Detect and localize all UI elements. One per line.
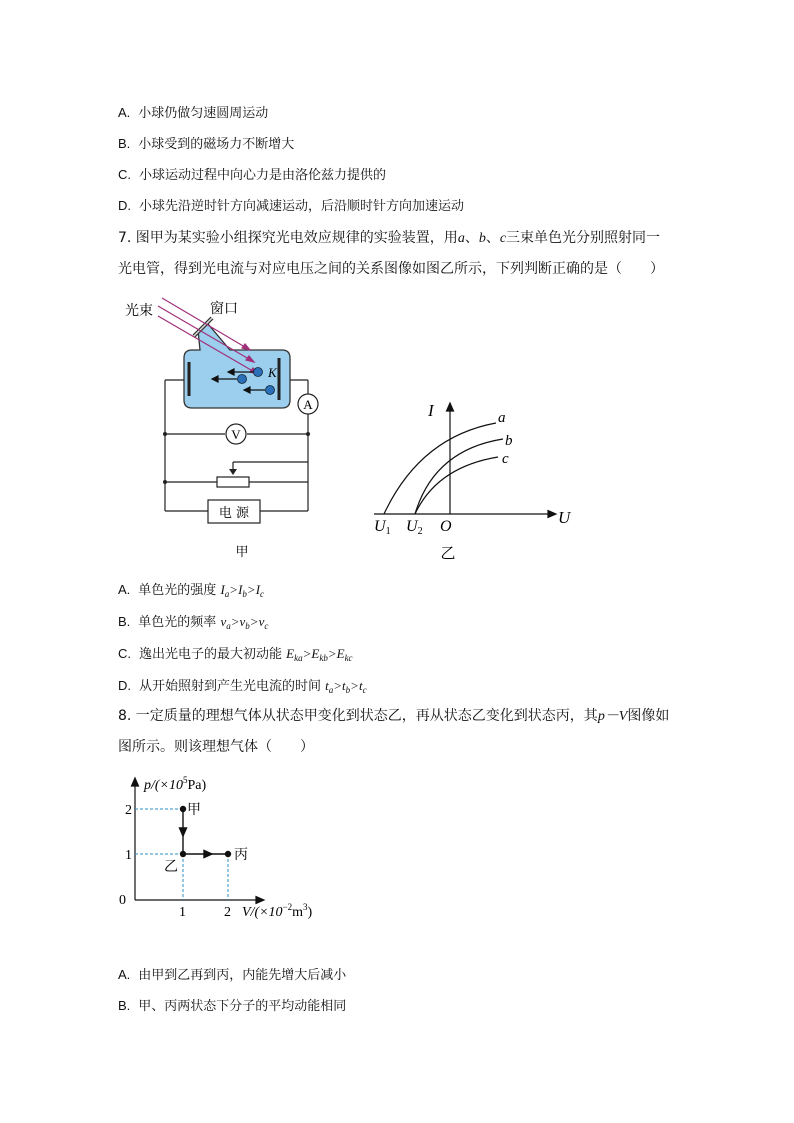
state-bing-label: 丙 <box>234 847 248 863</box>
q8-stem-text: 8. 一定质量的理想气体从状态甲变化到状态乙，再从状态乙变化到状态丙，其 <box>118 708 598 724</box>
q6-option-a <box>118 103 268 124</box>
q8-stem-text: 图像如 <box>627 708 670 724</box>
q7-stem-text: 7. 图甲为某实验小组探究光电效应规律的实验装置，用 <box>118 230 458 246</box>
state-yi-label: 乙 <box>164 859 178 875</box>
q7-stem-line2 <box>118 259 664 279</box>
option-text: 小球运动过程中向心力是由洛伦兹力提供的 <box>139 168 387 183</box>
origin-label: O <box>440 518 452 535</box>
q7-option-a <box>118 580 264 604</box>
option-label: B. <box>118 998 131 1013</box>
q8-option-b <box>118 996 346 1017</box>
y-tick: 2 <box>125 803 132 818</box>
x-tick: 1 <box>179 905 186 920</box>
curve-b-label: b <box>505 433 513 449</box>
q8-stem-line2 <box>118 737 314 757</box>
window-label: 窗口 <box>210 301 238 317</box>
figure-jia-apparatus <box>118 292 338 564</box>
expr: $E_{ka}>E_{kb}>E_{kc}$ <box>286 646 353 663</box>
rheostat <box>217 477 249 487</box>
symbol-b: b <box>478 231 486 246</box>
curve-a-label: a <box>498 410 506 426</box>
option-text: 由甲到乙再到丙，内能先增大后减小 <box>138 968 347 983</box>
axis-i-label: I <box>428 401 434 420</box>
option-label: A. <box>118 582 131 597</box>
pv-symbol: p－V <box>597 709 628 724</box>
q7-stem-text: 光电管，得到光电流与对应电压之间的关系图像如图乙所示，下列判断正确的是（ ） <box>118 261 664 277</box>
option-text: 逸出光电子的最大初动能 <box>139 647 287 662</box>
separator: 、 <box>464 230 479 246</box>
option-text: 甲、丙两状态下分子的平均动能相同 <box>138 999 347 1014</box>
beam-label: 光束 <box>125 303 153 319</box>
voltmeter-label: V <box>231 427 241 442</box>
expr: $I_a>I_b>I_c$ <box>220 582 265 599</box>
axis-u-label: U <box>558 508 571 527</box>
option-text: 从开始照射到产生光电流的时间 <box>139 679 326 694</box>
option-label: B. <box>118 136 131 151</box>
state-jia-label: 甲 <box>187 802 201 818</box>
symbol-c: c <box>499 231 507 246</box>
state-bing <box>226 852 231 857</box>
curve-c-label: c <box>502 451 509 467</box>
figure-yi-caption: 乙 <box>440 544 456 562</box>
y-tick: 1 <box>125 848 132 863</box>
q6-option-c <box>118 165 386 186</box>
y-axis-label: $p/(\times 10^5Pa)$ <box>144 775 207 793</box>
power-source-label: 电 源 <box>218 506 250 521</box>
option-text: 小球仍做匀速圆周运动 <box>138 106 269 121</box>
x-tick: 2 <box>224 905 231 920</box>
option-label: A. <box>118 967 131 982</box>
option-label: C. <box>118 646 131 661</box>
q8-stem-line1 <box>118 706 669 727</box>
u2-label: U2 <box>406 518 423 537</box>
x-axis-label: $V/(\times 10^{-2}m^3)$ <box>242 902 313 920</box>
separator: 、 <box>485 230 500 246</box>
q8-option-a <box>118 965 346 986</box>
y-tick: 0 <box>119 893 126 908</box>
option-label: B. <box>118 614 131 629</box>
state-jia <box>181 807 186 812</box>
option-text: 单色光的频率 <box>138 615 221 630</box>
option-text: 小球先沿逆时针方向减速运动，后沿顺时针方向加速运动 <box>139 199 465 214</box>
option-label: C. <box>118 167 131 182</box>
q8-stem-text: 图所示。则该理想气体（ ） <box>118 739 314 755</box>
q6-option-b <box>118 134 294 155</box>
ammeter-label: A <box>303 397 313 412</box>
q7-stem-line1 <box>118 228 660 249</box>
figure-yi-iu-graph <box>362 395 582 565</box>
figure-pv-graph <box>118 772 348 922</box>
cathode-label: K <box>268 365 277 380</box>
q6-option-d <box>118 196 464 217</box>
symbol-a: a <box>457 231 465 246</box>
q7-stem-text: 三束单色光分别照射同一 <box>506 230 661 246</box>
expr: $t_a>t_b>t_c$ <box>325 678 367 695</box>
u1-label: U1 <box>374 518 391 537</box>
q7-option-c <box>118 644 353 668</box>
option-text: 小球受到的磁场力不断增大 <box>138 137 295 152</box>
expr: $\nu_a>\nu_b>\nu_c$ <box>220 614 269 631</box>
curve-b <box>415 439 503 514</box>
option-label: D. <box>118 678 131 693</box>
state-yi <box>181 852 186 857</box>
option-label: A. <box>118 105 131 120</box>
q7-option-b <box>118 612 268 636</box>
q7-option-d <box>118 676 367 700</box>
option-text: 单色光的强度 <box>138 583 221 598</box>
figure-jia-caption: 甲 <box>235 545 249 560</box>
option-label: D. <box>118 198 131 213</box>
